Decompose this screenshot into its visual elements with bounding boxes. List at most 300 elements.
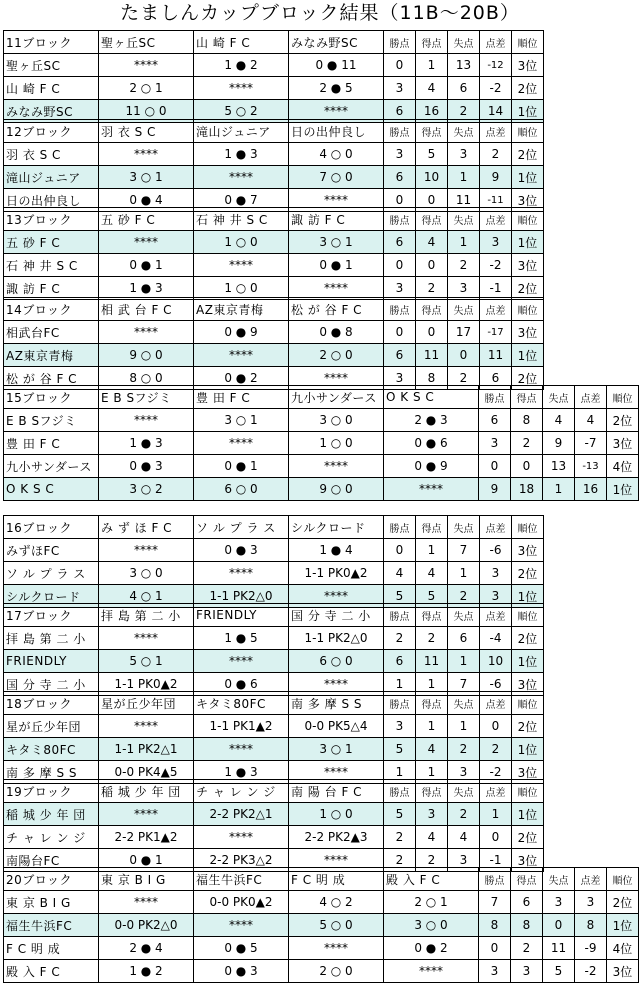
team-row xyxy=(4,738,544,761)
opponent-header: 聖ヶ丘SC xyxy=(99,31,194,54)
match-result: 3 ○ 0 xyxy=(289,409,384,432)
match-result: 0 ● 2 xyxy=(194,367,289,390)
block-table xyxy=(3,297,544,390)
match-result: 0-0 PK2△0 xyxy=(99,914,194,937)
stat-cell: -4 xyxy=(480,627,512,650)
stat-cell: 6 xyxy=(384,231,416,254)
stat-header: 順位 xyxy=(512,298,544,321)
stat-cell: 0 xyxy=(384,539,416,562)
team-name: 相武台FC xyxy=(4,321,99,344)
match-result: **** xyxy=(289,189,384,212)
match-result: 1-1 PK1▲2 xyxy=(194,715,289,738)
stat-cell: 11 xyxy=(416,344,448,367)
stat-header: 勝点 xyxy=(384,31,416,54)
match-result: **** xyxy=(194,254,289,277)
match-result: 1 ○ 0 xyxy=(289,432,384,455)
stat-header: 失点 xyxy=(448,692,480,715)
match-result: 3 ○ 1 xyxy=(194,409,289,432)
stat-cell: -11 xyxy=(480,189,512,212)
match-result: 5 ○ 2 xyxy=(194,100,289,123)
stat-cell: 5 xyxy=(384,738,416,761)
match-result: **** xyxy=(99,891,194,914)
stat-cell: 3 xyxy=(416,803,448,826)
stat-cell: 3 xyxy=(479,432,511,455)
rank-cell: 1位 xyxy=(512,344,544,367)
stat-cell: 6 xyxy=(448,627,480,650)
match-result: 1-1 PK0▲2 xyxy=(99,673,194,696)
stat-cell: 2 xyxy=(384,849,416,872)
stat-header: 点差 xyxy=(480,780,512,803)
rank-cell: 3位 xyxy=(512,761,544,784)
rank-cell: 1位 xyxy=(512,166,544,189)
opponent-header: 殿 入 F C xyxy=(384,868,479,891)
opponent-header: F C 明 成 xyxy=(289,868,384,891)
match-result: 1-1 PK2△1 xyxy=(99,738,194,761)
stat-cell: 0 xyxy=(511,455,543,478)
stat-header: 順位 xyxy=(512,120,544,143)
match-result: **** xyxy=(289,367,384,390)
stat-cell: 7 xyxy=(448,539,480,562)
match-result: 1-1 PK0▲2 xyxy=(289,562,384,585)
match-result: 2 ● 5 xyxy=(289,77,384,100)
stat-header: 得点 xyxy=(416,208,448,231)
stat-header: 順位 xyxy=(607,386,639,409)
stat-header: 失点 xyxy=(448,208,480,231)
stat-cell: 6 xyxy=(480,367,512,390)
block-table xyxy=(3,867,639,983)
stat-cell: 2 xyxy=(448,367,480,390)
rank-cell: 2位 xyxy=(512,367,544,390)
stat-header: 点差 xyxy=(480,298,512,321)
stat-cell: 1 xyxy=(543,478,575,501)
stat-cell: 0 xyxy=(384,54,416,77)
stat-cell: 17 xyxy=(448,321,480,344)
rank-cell: 3位 xyxy=(512,321,544,344)
rank-cell: 1位 xyxy=(512,650,544,673)
rank-cell: 2位 xyxy=(607,409,639,432)
stat-cell: 11 xyxy=(416,650,448,673)
team-name: 拝 島 第 二 小 xyxy=(4,627,99,650)
stat-cell: 4 xyxy=(416,826,448,849)
match-result: 0 ● 7 xyxy=(194,189,289,212)
match-result: **** xyxy=(384,960,479,983)
rank-cell: 1位 xyxy=(512,231,544,254)
match-result: 0 ● 1 xyxy=(99,254,194,277)
team-name: 稲 城 少 年 団 xyxy=(4,803,99,826)
stat-header: 勝点 xyxy=(384,604,416,627)
stat-cell: 10 xyxy=(480,650,512,673)
stat-header: 得点 xyxy=(416,31,448,54)
block-name: 16ブロック xyxy=(4,516,99,539)
block-name: 11ブロック xyxy=(4,31,99,54)
stat-cell: 9 xyxy=(543,432,575,455)
stat-cell: 13 xyxy=(543,455,575,478)
block-table xyxy=(3,691,544,784)
team-row xyxy=(4,77,544,100)
match-result: 0 ● 5 xyxy=(194,937,289,960)
match-result: 2-2 PK1▲2 xyxy=(99,826,194,849)
stat-header: 順位 xyxy=(512,31,544,54)
opponent-header: 九小サンダース xyxy=(289,386,384,409)
stat-cell: 5 xyxy=(416,585,448,608)
match-result: 11 ○ 0 xyxy=(99,100,194,123)
stat-header: 得点 xyxy=(416,692,448,715)
stat-cell: 3 xyxy=(384,277,416,300)
stat-header: 点差 xyxy=(480,692,512,715)
team-name: E B Sフジミ xyxy=(4,409,99,432)
stat-cell: 11 xyxy=(543,937,575,960)
match-result: **** xyxy=(194,826,289,849)
team-row xyxy=(4,803,544,826)
stat-header: 勝点 xyxy=(479,868,511,891)
stat-cell: 8 xyxy=(511,914,543,937)
team-row xyxy=(4,650,544,673)
stat-cell: 3 xyxy=(448,277,480,300)
stat-cell: 3 xyxy=(448,143,480,166)
stat-cell: 1 xyxy=(416,673,448,696)
match-result: **** xyxy=(99,803,194,826)
match-result: 1 ○ 0 xyxy=(194,231,289,254)
stat-header: 勝点 xyxy=(384,208,416,231)
match-result: 0 ● 1 xyxy=(99,849,194,872)
opponent-header: みなみ野SC xyxy=(289,31,384,54)
match-result: 2-2 PK2▲3 xyxy=(289,826,384,849)
stat-cell: 11 xyxy=(448,189,480,212)
stat-cell: 6 xyxy=(384,100,416,123)
opponent-header: 福生牛浜FC xyxy=(194,868,289,891)
opponent-header: 星が丘少年団 xyxy=(99,692,194,715)
match-result: 1 ● 3 xyxy=(194,761,289,784)
rank-cell: 2位 xyxy=(512,562,544,585)
team-row xyxy=(4,914,639,937)
match-result: **** xyxy=(99,143,194,166)
rank-cell: 4位 xyxy=(607,455,639,478)
stat-cell: 0 xyxy=(479,937,511,960)
match-result: 0-0 PK5△4 xyxy=(289,715,384,738)
block-name: 20ブロック xyxy=(4,868,99,891)
rank-cell: 1位 xyxy=(607,478,639,501)
team-name: 滝山ジュニア xyxy=(4,166,99,189)
rank-cell: 3位 xyxy=(512,189,544,212)
match-result: 0-0 PK0▲2 xyxy=(194,891,289,914)
block-table xyxy=(3,603,544,696)
team-name: シルクロード xyxy=(4,585,99,608)
opponent-header: E B Sフジミ xyxy=(99,386,194,409)
stat-cell: 0 xyxy=(384,254,416,277)
stat-cell: 1 xyxy=(448,231,480,254)
match-result: **** xyxy=(194,344,289,367)
stat-header: 失点 xyxy=(448,780,480,803)
stat-cell: 1 xyxy=(384,761,416,784)
match-result: **** xyxy=(194,77,289,100)
stat-header: 失点 xyxy=(448,516,480,539)
stat-cell: -7 xyxy=(575,432,607,455)
opponent-header: 日の出仲良し xyxy=(289,120,384,143)
stat-cell: -12 xyxy=(480,54,512,77)
block-name: 19ブロック xyxy=(4,780,99,803)
stat-header: 点差 xyxy=(480,208,512,231)
stat-cell: 2 xyxy=(448,585,480,608)
stat-cell: 3 xyxy=(480,231,512,254)
opponent-header: 東 京 B I G xyxy=(99,868,194,891)
match-result: **** xyxy=(289,585,384,608)
match-result: 2 ○ 1 xyxy=(99,77,194,100)
rank-cell: 3位 xyxy=(607,960,639,983)
team-row xyxy=(4,321,544,344)
stat-cell: 16 xyxy=(416,100,448,123)
stat-header: 失点 xyxy=(448,120,480,143)
stat-cell: 4 xyxy=(416,77,448,100)
match-result: 0 ● 1 xyxy=(194,455,289,478)
match-result: **** xyxy=(99,539,194,562)
stat-cell: 1 xyxy=(480,803,512,826)
stat-header: 順位 xyxy=(512,780,544,803)
block-name: 15ブロック xyxy=(4,386,99,409)
stat-cell: 16 xyxy=(575,478,607,501)
stat-cell: 3 xyxy=(575,891,607,914)
stat-cell: -1 xyxy=(480,849,512,872)
stat-cell: 8 xyxy=(511,409,543,432)
stat-cell: 14 xyxy=(480,100,512,123)
team-row xyxy=(4,455,639,478)
stat-header: 得点 xyxy=(416,120,448,143)
team-row xyxy=(4,166,544,189)
stat-cell: 2 xyxy=(384,826,416,849)
block-name: 13ブロック xyxy=(4,208,99,231)
team-row xyxy=(4,344,544,367)
match-result: 0 ● 1 xyxy=(289,254,384,277)
rank-cell: 3位 xyxy=(512,254,544,277)
stat-cell: 4 xyxy=(416,562,448,585)
stat-header: 失点 xyxy=(448,604,480,627)
opponent-header: キタミ80FC xyxy=(194,692,289,715)
match-result: 8 ○ 0 xyxy=(99,367,194,390)
stat-cell: 1 xyxy=(416,715,448,738)
opponent-header: AZ東京青梅 xyxy=(194,298,289,321)
stat-cell: 2 xyxy=(448,803,480,826)
match-result: **** xyxy=(99,321,194,344)
rank-cell: 1位 xyxy=(607,914,639,937)
block-name: 18ブロック xyxy=(4,692,99,715)
stat-cell: 6 xyxy=(384,344,416,367)
opponent-header: 国 分 寺 二 小 xyxy=(289,604,384,627)
stat-cell: 1 xyxy=(416,54,448,77)
match-result: 9 ○ 0 xyxy=(99,344,194,367)
match-result: 3 ○ 1 xyxy=(99,166,194,189)
stat-header: 点差 xyxy=(575,386,607,409)
opponent-header: 羽 衣 S C xyxy=(99,120,194,143)
match-result: 7 ○ 0 xyxy=(289,166,384,189)
stat-cell: 2 xyxy=(416,849,448,872)
block-table xyxy=(3,30,544,123)
stat-header: 得点 xyxy=(511,868,543,891)
stat-cell: 0 xyxy=(480,715,512,738)
team-row xyxy=(4,143,544,166)
stat-cell: 2 xyxy=(416,627,448,650)
stat-cell: 1 xyxy=(448,715,480,738)
stat-cell: 0 xyxy=(448,344,480,367)
stat-cell: 2 xyxy=(480,143,512,166)
team-name: 石 神 井 S C xyxy=(4,254,99,277)
stat-cell: -13 xyxy=(575,455,607,478)
match-result: 2-2 PK3△2 xyxy=(194,849,289,872)
team-name: 星が丘少年団 xyxy=(4,715,99,738)
opponent-header: シルクロード xyxy=(289,516,384,539)
team-name: 松 が 谷 F C xyxy=(4,367,99,390)
rank-cell: 2位 xyxy=(512,77,544,100)
opponent-header: 五 砂 F C xyxy=(99,208,194,231)
opponent-header: 松 が 谷 F C xyxy=(289,298,384,321)
stat-header: 点差 xyxy=(480,31,512,54)
match-result: 1 ● 3 xyxy=(99,277,194,300)
stat-cell: 2 xyxy=(511,432,543,455)
match-result: 1 ● 5 xyxy=(194,627,289,650)
stat-cell: 1 xyxy=(448,166,480,189)
match-result: 2 ● 4 xyxy=(99,937,194,960)
match-result: 1-1 PK2△0 xyxy=(194,585,289,608)
stat-header: 勝点 xyxy=(384,120,416,143)
team-name: 国 分 寺 二 小 xyxy=(4,673,99,696)
team-name: キタミ80FC xyxy=(4,738,99,761)
stat-cell: 3 xyxy=(479,960,511,983)
match-result: 3 ○ 1 xyxy=(289,231,384,254)
match-result: 9 ○ 0 xyxy=(289,478,384,501)
match-result: 0 ● 4 xyxy=(99,189,194,212)
stat-header: 勝点 xyxy=(384,516,416,539)
team-row xyxy=(4,432,639,455)
stat-header: 順位 xyxy=(512,692,544,715)
team-row xyxy=(4,826,544,849)
opponent-header: FRIENDLY xyxy=(194,604,289,627)
stat-cell: 2 xyxy=(511,937,543,960)
opponent-header: 山 崎 F C xyxy=(194,31,289,54)
stat-cell: 0 xyxy=(416,321,448,344)
opponent-header: O K S C xyxy=(384,386,479,409)
block-table xyxy=(3,515,544,608)
stat-cell: 2 xyxy=(448,738,480,761)
stat-header: 勝点 xyxy=(384,298,416,321)
stat-cell: 3 xyxy=(448,761,480,784)
stat-cell: -1 xyxy=(480,277,512,300)
opponent-header: 滝山ジュニア xyxy=(194,120,289,143)
stat-header: 得点 xyxy=(416,604,448,627)
rank-cell: 2位 xyxy=(512,826,544,849)
match-result: 2 ● 3 xyxy=(384,409,479,432)
stat-cell: 2 xyxy=(480,738,512,761)
team-name: 諏 訪 F C xyxy=(4,277,99,300)
stat-header: 失点 xyxy=(448,298,480,321)
match-result: **** xyxy=(194,650,289,673)
stat-header: 点差 xyxy=(575,868,607,891)
opponent-header: 諏 訪 F C xyxy=(289,208,384,231)
match-result: **** xyxy=(194,166,289,189)
team-name: 羽 衣 S C xyxy=(4,143,99,166)
match-result: 6 ○ 0 xyxy=(289,650,384,673)
stat-cell: 5 xyxy=(384,585,416,608)
stat-cell: 0 xyxy=(480,826,512,849)
stat-cell: -6 xyxy=(480,539,512,562)
match-result: 3 ○ 0 xyxy=(99,562,194,585)
opponent-header: 稲 城 少 年 団 xyxy=(99,780,194,803)
stat-cell: 4 xyxy=(416,738,448,761)
match-result: 0 ● 9 xyxy=(384,455,479,478)
stat-cell: 2 xyxy=(448,254,480,277)
match-result: 0 ● 6 xyxy=(384,432,479,455)
team-row xyxy=(4,627,544,650)
opponent-header: 石 神 井 S C xyxy=(194,208,289,231)
block-name: 14ブロック xyxy=(4,298,99,321)
rank-cell: 2位 xyxy=(512,627,544,650)
stat-header: 点差 xyxy=(480,120,512,143)
opponent-header: 豊 田 F C xyxy=(194,386,289,409)
stat-cell: 9 xyxy=(480,166,512,189)
match-result: 1 ● 3 xyxy=(194,143,289,166)
stat-cell: 1 xyxy=(416,539,448,562)
stat-cell: 6 xyxy=(384,166,416,189)
team-name: ソ ル プ ラ ス xyxy=(4,562,99,585)
match-result: **** xyxy=(289,937,384,960)
stat-cell: 3 xyxy=(384,77,416,100)
match-result: **** xyxy=(194,738,289,761)
team-row xyxy=(4,960,639,983)
stat-cell: 4 xyxy=(384,562,416,585)
match-result: 1 ● 2 xyxy=(99,960,194,983)
match-result: 0 ● 3 xyxy=(194,960,289,983)
stat-header: 順位 xyxy=(512,516,544,539)
stat-cell: 4 xyxy=(416,231,448,254)
stat-cell: 3 xyxy=(480,585,512,608)
rank-cell: 3位 xyxy=(607,432,639,455)
stat-cell: 3 xyxy=(511,960,543,983)
stat-cell: 3 xyxy=(384,143,416,166)
rank-cell: 3位 xyxy=(512,539,544,562)
stat-cell: 6 xyxy=(448,77,480,100)
match-result: 5 ○ 1 xyxy=(99,650,194,673)
match-result: 0 ● 3 xyxy=(99,455,194,478)
opponent-header: 相 武 台 F C xyxy=(99,298,194,321)
team-name: FRIENDLY xyxy=(4,650,99,673)
match-result: 0 ● 8 xyxy=(289,321,384,344)
stat-cell: 10 xyxy=(416,166,448,189)
stat-cell: -17 xyxy=(480,321,512,344)
match-result: 1-1 PK2△0 xyxy=(289,627,384,650)
stat-cell: 2 xyxy=(448,100,480,123)
stat-cell: 3 xyxy=(448,849,480,872)
team-name: 福生牛浜FC xyxy=(4,914,99,937)
stat-cell: 5 xyxy=(543,960,575,983)
block-table xyxy=(3,385,639,501)
match-result: 1 ● 4 xyxy=(289,539,384,562)
stat-cell: 3 xyxy=(384,715,416,738)
team-name: 南陽台FC xyxy=(4,849,99,872)
stat-header: 失点 xyxy=(543,386,575,409)
match-result: 0-0 PK4▲5 xyxy=(99,761,194,784)
stat-cell: -2 xyxy=(480,254,512,277)
match-result: 1 ● 3 xyxy=(99,432,194,455)
match-result: 1 ○ 0 xyxy=(194,277,289,300)
team-row xyxy=(4,231,544,254)
stat-cell: 0 xyxy=(416,189,448,212)
opponent-header: 拝 島 第 二 小 xyxy=(99,604,194,627)
match-result: **** xyxy=(194,562,289,585)
match-result: 2 ○ 1 xyxy=(384,891,479,914)
stat-cell: 13 xyxy=(448,54,480,77)
team-name: 山 崎 F C xyxy=(4,77,99,100)
team-name: AZ東京青梅 xyxy=(4,344,99,367)
stat-cell: 1 xyxy=(448,562,480,585)
stat-cell: 18 xyxy=(511,478,543,501)
stat-header: 順位 xyxy=(512,604,544,627)
